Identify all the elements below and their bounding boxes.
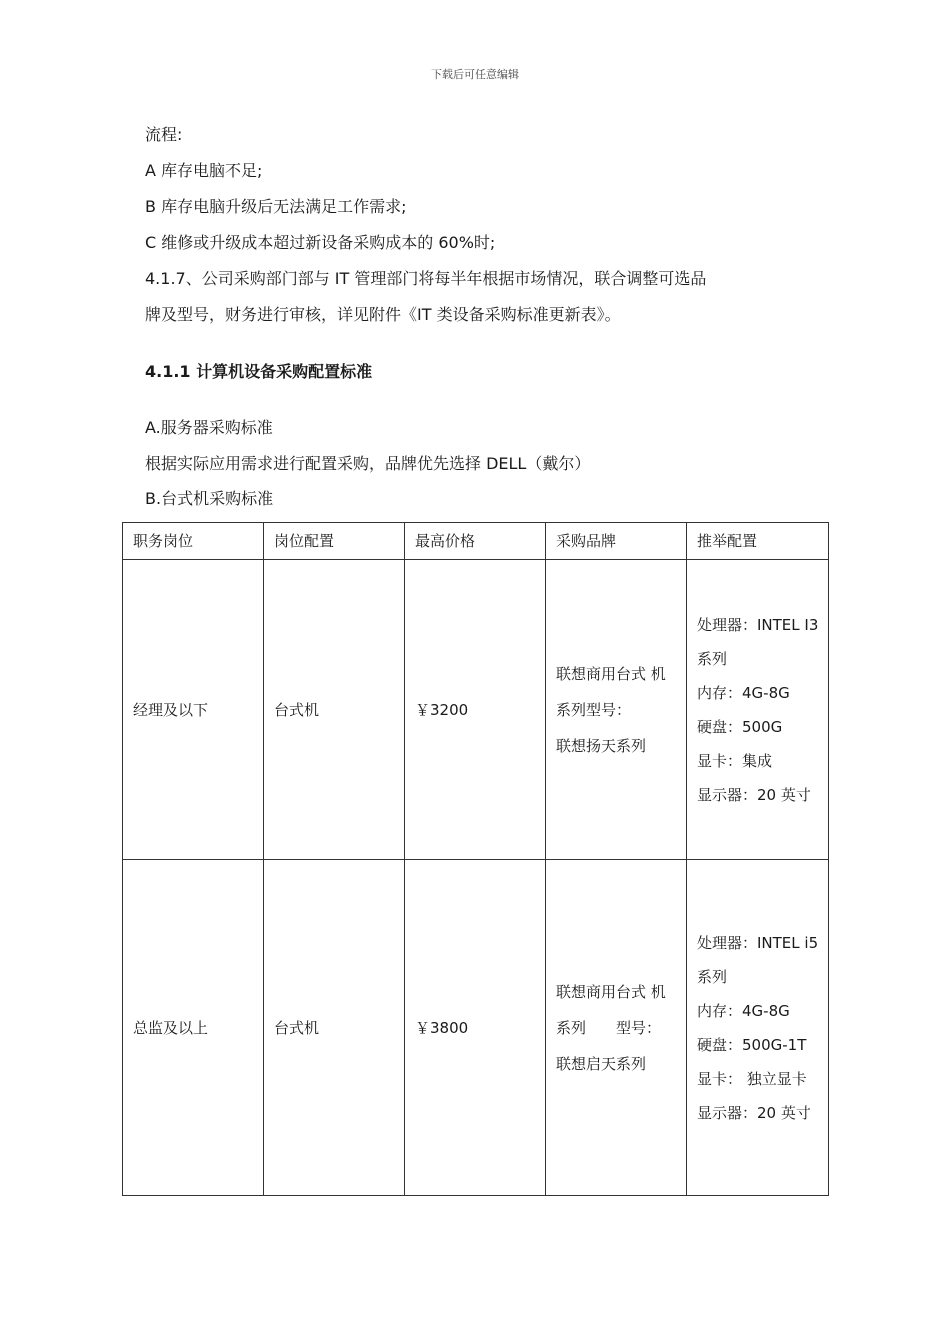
page-header: 下载后可任意编辑 (431, 68, 519, 81)
brand-line: 系列型号： (556, 700, 632, 719)
paragraph-item-a: A 库存电脑不足; (145, 161, 263, 180)
recommend-line: 显示器：20 英寸 (697, 1103, 811, 1122)
paragraph-417-line2: 牌及型号，财务进行审核，详见附件《IT 类设备采购标准更新表》。 (145, 305, 621, 324)
section-heading: 4.1.1 计算机设备采购配置标准 (145, 362, 373, 381)
paragraph-item-c: C 维修或升级成本超过新设备采购成本的 60%时; (145, 233, 496, 252)
cell-recommend (687, 560, 829, 860)
header-brand: 采购品牌 (546, 523, 687, 560)
recommend-line: 硬盘：500G-1T (697, 1035, 807, 1054)
brand-line: 联想商用台式 机 (556, 982, 666, 1001)
recommend-line: 处理器：INTEL I3 (697, 615, 819, 634)
recommend-line: 处理器：INTEL i5 (697, 933, 819, 952)
cell-position: 总监及以上 (123, 860, 264, 1196)
table-header-row (123, 523, 829, 560)
recommend-line: 内存：4G-8G (697, 1001, 790, 1020)
cell-price: ￥3200 (405, 560, 546, 860)
recommend-line: 内存：4G-8G (697, 683, 790, 702)
paragraph-item-b: B 库存电脑升级后无法满足工作需求; (145, 197, 407, 216)
desktop-spec-table (122, 522, 829, 1196)
cell-brand (546, 560, 687, 860)
server-standard-text: 根据实际应用需求进行配置采购，品牌优先选择 DELL（戴尔） (145, 454, 591, 473)
paragraph-process: 流程: (145, 125, 183, 144)
recommend-line: 显卡：集成 (697, 751, 773, 770)
brand-line: 联想扬天系列 (556, 736, 647, 755)
brand-line: 联想启天系列 (556, 1054, 647, 1073)
header-recommend: 推举配置 (687, 523, 829, 560)
brand-line: 系列 型号： (556, 1018, 662, 1037)
server-standard-title: A.服务器采购标准 (145, 418, 273, 437)
table-row (123, 860, 829, 1196)
header-config: 岗位配置 (264, 523, 405, 560)
header-position: 职务岗位 (123, 523, 264, 560)
cell-config: 台式机 (264, 860, 405, 1196)
recommend-line: 显卡： 独立显卡 (697, 1069, 807, 1088)
recommend-line: 显示器：20 英寸 (697, 785, 811, 804)
recommend-line: 硬盘：500G (697, 717, 783, 736)
header-price: 最高价格 (405, 523, 546, 560)
cell-config: 台式机 (264, 560, 405, 860)
brand-line: 联想商用台式 机 (556, 664, 666, 683)
desktop-standard-title: B.台式机采购标准 (145, 489, 274, 508)
cell-price: ￥3800 (405, 860, 546, 1196)
paragraph-417-line1: 4.1.7、公司采购部门部与 IT 管理部门将每半年根据市场情况，联合调整可选品 (145, 269, 707, 288)
cell-position: 经理及以下 (123, 560, 264, 860)
recommend-line: 系列 (697, 649, 728, 668)
cell-recommend (687, 860, 829, 1196)
recommend-line: 系列 (697, 967, 728, 986)
table-row (123, 560, 829, 860)
cell-brand (546, 860, 687, 1196)
